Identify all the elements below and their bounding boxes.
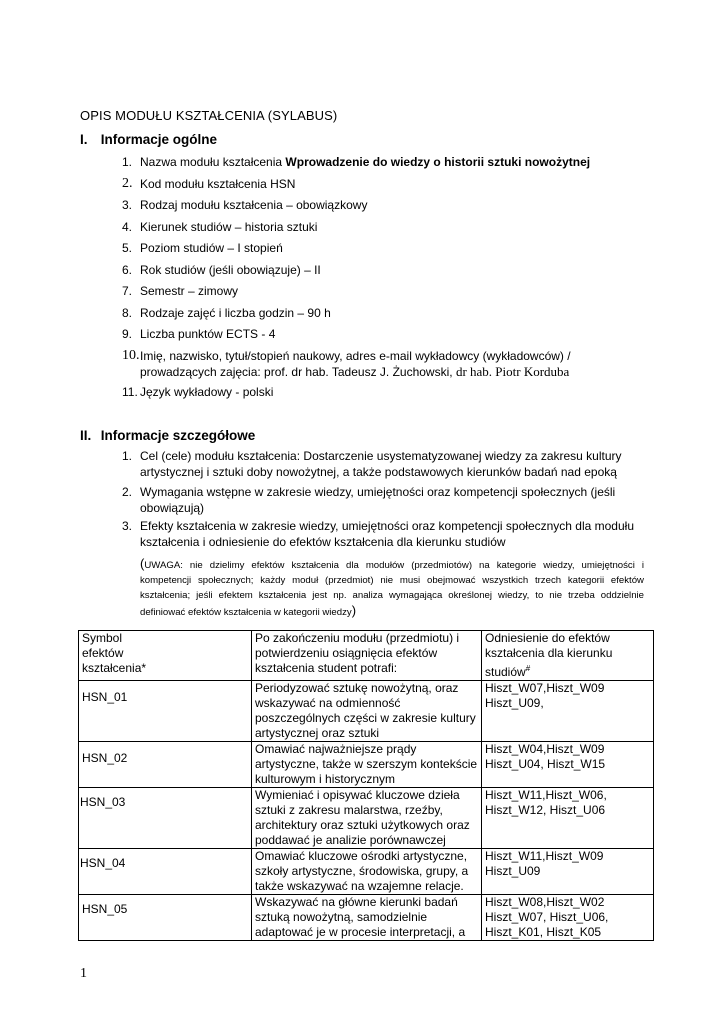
item-number: 8. — [122, 306, 133, 320]
list-item — [122, 262, 642, 278]
list-item — [122, 197, 642, 213]
item-text: Rodzaj modułu kształcenia – obowiązkowy — [140, 198, 368, 212]
section-1-numeral: I. — [80, 132, 88, 147]
header-effect: Po zakończeniu modułu (przedmiotu) i potwierdzeniu osiągnięcia efektów kształcenia student potrafi: — [252, 631, 482, 681]
item-text: Cel (cele) modułu kształcenia: Dostarczenie usystematyzowanej wiedzy za zakresu kultury artystycznej i sztuki doby nowożytnej, a także podstawowych kierunków badań nad epoką — [140, 449, 622, 479]
uwaga-note: (UWAGA: nie dzielimy efektów kształcenia dla modułów (przedmiotów) na kategorie wiedzy, umiejętności i kompetencji społecznych; każdy moduł (przedmiot) nie musi obejmować wszystkich trzech kategorii efektów kształcenia; jeśli efektem kształcenia jest np. analiza wymagająca określonej wiedzy, to nie trzeba oddzielnie definiować efektów kształcenia w kategorii wiedzy) — [140, 556, 644, 618]
cell-reference: Hiszt_W08,Hiszt_W02 Hiszt_W07, Hiszt_U06, Hiszt_K01, Hiszt_K05 — [482, 895, 654, 941]
item-number: 1. — [122, 155, 133, 169]
cell-reference: Hiszt_W11,Hiszt_W06, Hiszt_W12, Hiszt_U06 — [482, 788, 654, 849]
list-item — [122, 283, 642, 299]
item-number: 10. — [122, 348, 140, 363]
cell-reference: Hiszt_W11,Hiszt_W09 Hiszt_U09 — [482, 849, 654, 895]
item-text: Kod modułu kształcenia HSN — [140, 177, 296, 191]
cell-symbol: HSN_04 — [79, 849, 252, 895]
item-number: 9. — [122, 327, 133, 341]
item-number: 11. — [122, 385, 138, 399]
cell-symbol: HSN_05 — [79, 895, 252, 941]
lecturer-name: dr hab. Piotr Korduba — [455, 364, 570, 379]
item-number: 2. — [122, 176, 133, 191]
section-2-numeral: II. — [80, 428, 92, 443]
cell-symbol: HSN_03 — [79, 788, 252, 849]
list-item — [122, 384, 642, 400]
table-row — [79, 895, 654, 941]
cell-effect: Omawiać najważniejsze prądy artystyczne, także w szerszym kontekście kulturowym i historycznym — [252, 742, 482, 788]
item-text: Poziom studiów – I stopień — [140, 241, 283, 255]
item-text: Efekty kształcenia w zakresie wiedzy, umiejętności oraz kompetencji społecznych dla modułu kształcenia i odniesienie do efektów kształcenia dla kierunku studiów — [140, 519, 634, 549]
cell-reference: Hiszt_W07,Hiszt_W09 Hiszt_U09, — [482, 681, 654, 742]
cell-effect: Periodyzować sztukę nowożytną, oraz wskazywać na odmienność poszczególnych części w zakresie kultury artystycznej oraz sztuki — [252, 681, 482, 742]
list-item — [122, 484, 642, 516]
learning-outcomes-table — [78, 630, 654, 941]
table-row — [79, 849, 654, 895]
list-item — [122, 154, 642, 170]
item-number: 5. — [122, 241, 133, 255]
item-number: 3. — [122, 198, 133, 212]
list-item — [122, 305, 642, 321]
module-name: Wprowadzenie do wiedzy o historii sztuki nowożytnej — [285, 155, 591, 169]
cell-reference: Hiszt_W04,Hiszt_W09 Hiszt_U04, Hiszt_W15 — [482, 742, 654, 788]
item-number: 7. — [122, 284, 133, 298]
list-item — [122, 240, 642, 256]
page-number: 1 — [80, 966, 87, 981]
table-header-row — [79, 631, 654, 681]
item-number: 1. — [122, 449, 133, 463]
item-text: Kierunek studiów – historia sztuki — [140, 220, 318, 234]
item-text: Imię, nazwisko, tytuł/stopień naukowy, adres e-mail wykładowcy (wykładowców) / prowadzących zajęcia: prof. dr hab. Tadeusz J. Żuchowski, dr hab. Piotr Korduba — [140, 349, 571, 379]
list-item — [122, 448, 642, 480]
section-2-heading — [80, 428, 255, 443]
cell-effect: Wskazywać na główne kierunki badań sztuką nowożytną, samodzielnie adaptować je w procesie interpretacji, a — [252, 895, 482, 941]
item-number: 4. — [122, 220, 133, 234]
item-text: Język wykładowy - polski — [140, 385, 274, 399]
table-row — [79, 788, 654, 849]
item-number: 3. — [122, 519, 133, 533]
table-row — [79, 681, 654, 742]
list-item — [122, 518, 642, 550]
cell-symbol: HSN_02 — [79, 742, 252, 788]
header-symbol: Symbol efektów kształcenia* — [79, 631, 252, 681]
header-reference: Odniesienie do efektów kształcenia dla kierunku studiów# — [482, 631, 654, 681]
item-number: 2. — [122, 485, 133, 499]
item-text: Liczba punktów ECTS - 4 — [140, 327, 276, 341]
cell-effect: Omawiać kluczowe ośrodki artystyczne, szkoły artystyczne, środowiska, grupy, a także wskazywać na wzajemne relacje. — [252, 849, 482, 895]
list-item — [122, 326, 642, 342]
section-1-heading — [80, 132, 217, 147]
cell-symbol: HSN_01 — [79, 681, 252, 742]
item-text: Nazwa modułu kształcenia Wprowadzenie do wiedzy o historii sztuki nowożytnej — [140, 155, 591, 169]
cell-effect: Wymieniać i opisywać kluczowe dzieła sztuki z zakresu malarstwa, rzeźby, architektury oraz sztuki użytkowych oraz poddawać je analizie porównawczej — [252, 788, 482, 849]
item-text: Wymagania wstępne w zakresie wiedzy, umiejętności oraz kompetencji społecznych (jeśli obowiązują) — [140, 485, 616, 515]
section-1-title: Informacje ogólne — [100, 132, 218, 147]
item-text: Semestr – zimowy — [140, 284, 239, 298]
item-text: Rok studiów (jeśli obowiązuje) – II — [140, 263, 321, 277]
table-row — [79, 742, 654, 788]
document-title: OPIS MODUŁU KSZTAŁCENIA (SYLABUS) — [80, 108, 338, 123]
list-item — [122, 219, 642, 235]
list-item — [122, 348, 642, 380]
list-item — [122, 176, 642, 192]
section-2-title: Informacje szczegółowe — [100, 428, 256, 443]
item-number: 6. — [122, 263, 133, 277]
item-text: Rodzaje zajęć i liczba godzin – 90 h — [140, 306, 331, 320]
